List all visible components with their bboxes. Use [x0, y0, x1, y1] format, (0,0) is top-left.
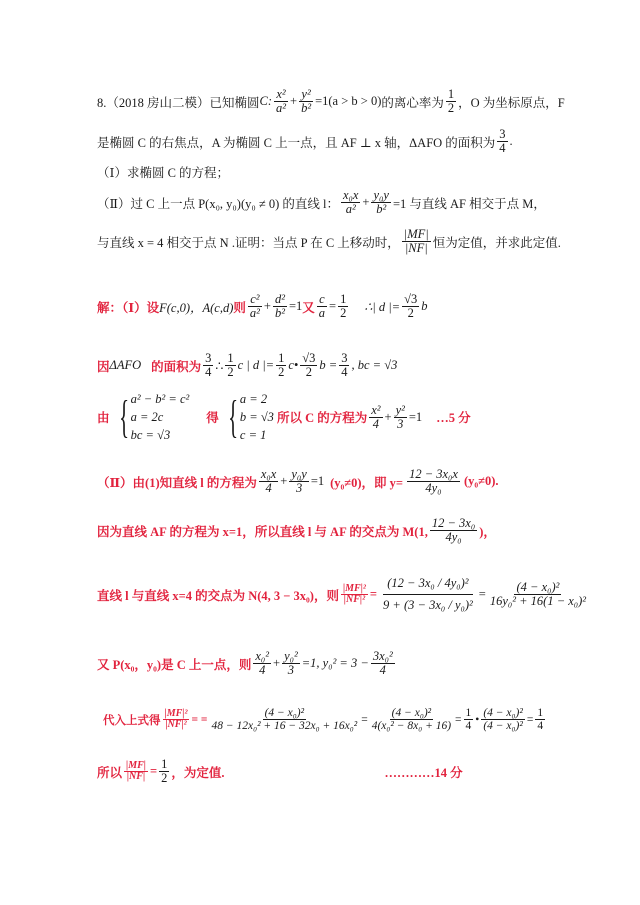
denominator: 2	[407, 306, 414, 321]
system-equation: a² − b² = c²	[130, 392, 190, 406]
numerator: (12 − 3x₀ / 4y₀)²	[383, 573, 472, 595]
problem-line-2	[97, 128, 513, 155]
denominator: a²	[345, 202, 356, 217]
numerator: |MF|²	[164, 707, 188, 719]
fraction	[402, 228, 431, 255]
system-result: c = 1	[239, 428, 267, 443]
period: .	[509, 134, 513, 149]
numerator: c²	[250, 292, 260, 306]
denominator: 4(x₀² − 8x₀ + 16)	[371, 720, 452, 733]
fraction	[488, 581, 588, 608]
then-text: 则	[233, 300, 246, 315]
fraction	[209, 707, 359, 732]
origin-text: ，O 为坐标原点，F	[458, 95, 565, 110]
part-2-question-line-2	[97, 228, 561, 255]
solution-line-1	[97, 293, 428, 320]
fraction	[159, 758, 169, 785]
equals-sign: =	[369, 587, 378, 602]
denominator: 2	[227, 365, 234, 380]
triangle-label: ΔAFO	[109, 358, 142, 373]
plus-sign: +	[384, 409, 392, 424]
numerator: 12 − 3x₀x	[409, 467, 458, 481]
numerator: (4 − x₀)²	[483, 707, 523, 719]
solution-line-6	[97, 573, 590, 616]
point-n-text: 直线 l 与直线 x=4 的交点为 N(4, 3 − 3x₀)，则	[97, 588, 339, 603]
fraction	[203, 352, 213, 379]
denominator: |NF|	[126, 771, 146, 783]
fraction	[446, 88, 456, 115]
fraction	[371, 650, 395, 677]
fraction	[274, 88, 288, 115]
denominator: 3	[287, 663, 295, 678]
numerator: |MF|	[126, 759, 146, 771]
equals-sign: =	[329, 299, 337, 314]
equals-sign: = =	[191, 713, 208, 726]
solution-line-4	[97, 468, 499, 495]
denominator: 4	[499, 141, 506, 156]
fraction	[402, 293, 419, 320]
numerator: 12 − 3x₀	[431, 516, 476, 530]
also-text: 又	[302, 300, 315, 315]
part-1-text: （Ⅰ）求椭圆 C 的方程；	[97, 166, 230, 180]
denominator: 4	[259, 663, 266, 678]
equals-one: =1	[288, 299, 303, 314]
numerator: 3	[205, 351, 212, 365]
denominator: b²	[274, 306, 285, 321]
denominator: 4	[379, 663, 386, 678]
denominator: 2	[447, 101, 455, 116]
denominator: |NF|²	[165, 719, 187, 731]
denominator: b²	[301, 101, 312, 116]
fraction	[430, 517, 477, 544]
equals-sign: =	[455, 713, 462, 726]
numerator: 1	[537, 707, 544, 719]
denominator: 2	[305, 365, 312, 380]
numerator: 1	[447, 87, 455, 101]
fraction	[300, 352, 317, 379]
part-2-solution-text: （Ⅱ）由(1)知直线 l 的方程为	[97, 475, 257, 490]
fraction	[282, 650, 300, 677]
condition-text: (y₀≠0)，即 y=	[330, 475, 404, 490]
solution-label: 解：（Ⅰ）设	[97, 300, 160, 315]
condition-text: (y₀≠0).	[463, 474, 499, 489]
part-2-line-2-suffix: 恒为定值，并求此定值.	[432, 235, 561, 250]
fraction	[481, 707, 524, 732]
numerator: c	[319, 292, 325, 306]
fraction	[535, 707, 545, 732]
denominator: 4	[205, 365, 212, 380]
denominator: 4	[465, 720, 472, 733]
closing-paren: )，	[479, 524, 496, 539]
fraction	[317, 293, 327, 320]
fraction	[338, 293, 348, 320]
left-brace-icon: {	[227, 391, 238, 443]
plus-sign: +	[280, 474, 288, 489]
system-equation: a = 2c	[130, 410, 164, 425]
part-2-question-line-1	[97, 189, 546, 216]
denominator: (4 − x₀)²	[483, 720, 523, 733]
fraction	[407, 468, 460, 495]
equation-text: 所以 C 的方程为	[276, 411, 368, 426]
get-text: 得	[206, 411, 219, 426]
plus-sign: +	[263, 299, 271, 314]
numerator: 1	[340, 292, 347, 306]
denominator: 2	[278, 365, 285, 380]
fraction	[341, 584, 368, 606]
numerator: |MF|	[403, 227, 429, 241]
denominator: |NF|	[404, 241, 428, 256]
equals-sign: =	[361, 713, 368, 726]
fraction	[248, 293, 262, 320]
numerator: √3	[302, 351, 316, 365]
therefore-d: ∴| d |=	[364, 299, 401, 314]
numerator: y₀²	[284, 649, 298, 663]
variable-b: b	[421, 299, 428, 314]
part-2-suffix: =1 与直线 AF 相交于点 M，	[392, 196, 546, 211]
solution-system	[222, 390, 274, 444]
plus-sign: +	[273, 656, 281, 671]
fraction	[299, 88, 313, 115]
denominator: 4	[341, 365, 348, 380]
numerator: y²	[301, 87, 311, 101]
bc-result: , bc = √3	[351, 358, 398, 373]
therefore-text: 所以	[97, 765, 123, 780]
equals-sign: =	[526, 713, 534, 726]
solution-line-2	[97, 352, 397, 379]
equals-one: =1	[310, 474, 325, 489]
equals-one: =1	[408, 409, 423, 424]
solution-line-3	[97, 390, 471, 444]
denominator: 2	[161, 771, 168, 786]
fraction	[253, 650, 271, 677]
fraction	[225, 352, 235, 379]
numerator: 1	[161, 757, 168, 771]
numerator: 3	[341, 351, 348, 365]
denominator: a	[318, 306, 326, 321]
denominator: 4	[372, 416, 379, 431]
system-result: b = √3	[239, 410, 274, 425]
expression: c•	[288, 358, 299, 373]
fraction	[369, 404, 382, 431]
fraction	[163, 709, 190, 731]
numerator: |MF|²	[342, 582, 366, 594]
denominator: 48 − 12x₀² + 16 − 32x₀ + 16x₀²	[211, 720, 358, 733]
fraction	[464, 707, 474, 732]
fraction	[497, 128, 507, 155]
numerator: x²	[276, 87, 286, 101]
fraction	[341, 189, 360, 216]
y0-squared-expression: =1, y₀² = 3 −	[301, 656, 369, 671]
numerator: (4 − x₀)²	[516, 580, 560, 594]
from-text: 由	[97, 411, 110, 426]
denominator: 3	[397, 416, 404, 431]
multiply-dot: •	[475, 713, 480, 726]
eccentricity-text: 的离心率为	[381, 95, 444, 110]
fraction	[394, 404, 407, 431]
denominator: |NF|²	[343, 594, 366, 606]
denominator: 4	[537, 720, 544, 733]
point-p-text: 又 P(x₀，y₀)是 C 上一点，则	[97, 657, 252, 672]
denominator: 4	[265, 481, 272, 496]
solution-line-8	[103, 707, 547, 732]
fraction	[276, 352, 286, 379]
numerator: x₀x	[260, 467, 277, 481]
denominator: 4y₀	[425, 481, 442, 496]
part-2-line-2-text: 与直线 x = 4 相交于点 N .证明：当点 P 在 C 上移动时，	[97, 235, 400, 250]
numerator: 3x₀²	[372, 649, 393, 663]
solution-line-5	[97, 517, 496, 544]
part-2-text: （Ⅱ）过 C 上一点 P(x₀, y₀)(y₀ ≠ 0) 的直线 l：	[97, 196, 339, 211]
fraction	[124, 761, 148, 783]
numerator: x²	[371, 402, 381, 417]
part-1-question	[97, 163, 229, 181]
denominator: 4y₀	[445, 530, 462, 545]
numerator: y₀y	[373, 188, 389, 202]
numerator: y²	[395, 402, 405, 417]
focus-text: 是椭圆 C 的右焦点，A 为椭圆 C 上一点，且 AF ⊥ x 轴，ΔAFO 的面积为	[97, 135, 496, 150]
substitute-text: 代入上式得	[103, 714, 161, 727]
numerator: 1	[278, 351, 285, 365]
denominator: a²	[276, 101, 287, 116]
equals-sign: =	[149, 764, 158, 779]
denominator: 16y₀² + 16(1 − x₀)²	[489, 594, 587, 609]
numerator: √3	[404, 292, 418, 306]
point-definitions: F(c,0)，A(c,d)	[159, 300, 234, 315]
score-5: …5 分	[436, 411, 471, 426]
expression: c | d |=	[237, 358, 275, 373]
problem-line-1	[97, 88, 565, 115]
numerator: d²	[274, 292, 285, 306]
numerator: 1	[465, 707, 472, 719]
left-brace-icon: {	[118, 391, 129, 443]
numerator: x₀²	[255, 649, 270, 663]
numerator: y₀y	[291, 467, 307, 481]
solution-line-7	[97, 650, 397, 677]
score-14: …………14 分	[384, 765, 463, 780]
problem-intro: 8.（2018 房山二模）已知椭圆	[97, 95, 260, 110]
expression: b =	[319, 358, 338, 373]
because-text: 因	[97, 359, 110, 374]
system-equation: bc = √3	[130, 428, 171, 443]
denominator: 2	[340, 306, 347, 321]
equation-system	[113, 390, 190, 444]
denominator: 9 + (3 − 3x₀ / y₀)²	[383, 598, 473, 613]
numerator: x₀x	[342, 188, 359, 202]
compound-fraction	[379, 573, 477, 616]
fraction	[339, 352, 349, 379]
fraction	[273, 293, 287, 320]
fraction	[289, 468, 308, 495]
line-af-text: 因为直线 AF 的方程为 x=1，所以直线 l 与 AF 的交点为 M(1,	[97, 524, 428, 539]
fraction	[370, 707, 453, 732]
equals-sign: =	[478, 587, 486, 602]
area-text: 的面积为	[151, 359, 202, 374]
denominator: a²	[249, 306, 260, 321]
equation-tail: =1(a > b > 0)	[315, 94, 382, 109]
denominator: b²	[376, 202, 387, 217]
ellipse-label: C:	[259, 94, 273, 109]
numerator: (4 − x₀)²	[264, 707, 305, 719]
plus-sign: +	[290, 94, 298, 109]
solution-line-9	[97, 758, 463, 785]
numerator: 1	[227, 351, 234, 365]
fraction	[371, 189, 390, 216]
denominator: 3	[295, 481, 303, 496]
therefore-sign: ∴	[215, 358, 224, 373]
numerator: (4 − x₀)²	[391, 707, 432, 719]
constant-text: ，为定值.	[171, 765, 225, 780]
numerator: 3	[499, 127, 506, 141]
system-result: a = 2	[239, 392, 268, 406]
fraction	[259, 468, 278, 495]
plus-sign: +	[362, 195, 370, 210]
